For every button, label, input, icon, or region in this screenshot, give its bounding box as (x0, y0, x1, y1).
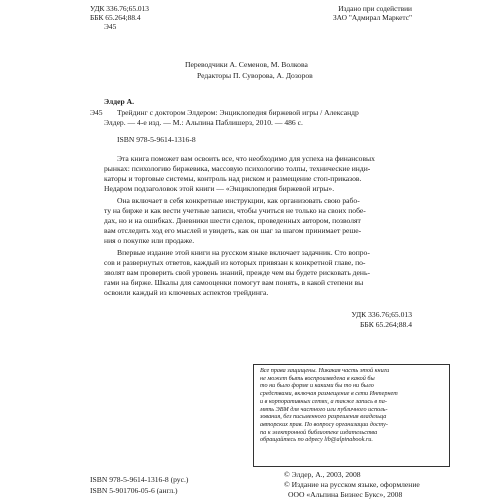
author: Элдер А. (104, 97, 135, 106)
header-bbk: ББК 65.264;88.4 (90, 13, 141, 22)
footer-isbn-1: ISBN 978-5-9614-1316-8 (рус.) (90, 475, 189, 484)
annotation-line: ния о покупке или продаже. (104, 236, 195, 246)
annotation-line: Впервые издание этой книги на русском языке включает задачник. Сто вопро- (117, 248, 370, 257)
annotation-line: вам отследить ход его мыслей и увидеть, как он шаг за шагом принимает реше- (104, 226, 362, 236)
annotation-line: Эта книга поможет вам освоить все, что необходимо для успеха на финансовых (117, 154, 375, 163)
annotation-line: сов и развернутых ответов, каждый из которых привязан к конкретной главе, по- (104, 258, 366, 268)
rights-line: авторских прав. По вопросу организации досту- (260, 420, 388, 428)
annotation-paragraph-1 (104, 154, 414, 194)
rights-line: мять ЭВМ для частного или публичного исполь- (260, 405, 388, 413)
annotation-line: дах, но и на ошибках. Дневники шести сделок, проведенных автором, позволят (104, 216, 361, 226)
classification-udk: УДК 336.76;65.013 (351, 310, 412, 319)
rights-line: средствами, включая размещение в сети Интернет (260, 390, 398, 398)
annotation-line: каторы и торговые системы, контроль над риском и размещение стоп-приказов. (104, 174, 362, 184)
rights-line: обращайтесь по адресу lib@alpinabook.ru. (260, 436, 373, 444)
footer-isbn-2: ISBN 5-901706-05-6 (англ.) (90, 486, 178, 495)
rights-line: не может быть воспроизведена в какой бы (260, 374, 375, 382)
publisher-line-2: ЗАО "Адмирал Маркетс" (332, 13, 412, 22)
rights-line: Все права защищены. Никакая часть этой книги (260, 367, 390, 374)
annotation-line: рынках: психологию биржевика, массовую психологию толпы, технические инди- (104, 164, 371, 174)
header-code: Э45 (104, 22, 117, 31)
entry-code: Э45 (90, 108, 103, 117)
rights-line: и в корпоративных сетях, а также запись в па- (260, 397, 387, 405)
header-udk: УДК 336.76;65.013 (90, 4, 150, 13)
rights-line: зования, без письменного разрешения владельца (260, 413, 387, 421)
editors: Редакторы П. Суворова, А. Дозоров (197, 71, 313, 80)
annotation-line: Она включает в себя конкретные инструкции, как организовать свою рабо- (117, 196, 360, 205)
annotation-line: гами на бирже. Шкалы для самооценки помогут вам понять, в какой степени вы (104, 278, 364, 288)
publisher-line-1: Издано при содействии (338, 4, 412, 13)
copyright-1: © Элдер, А., 2003, 2008 (284, 470, 361, 479)
classification-bbk: ББК 65.264;88.4 (360, 320, 412, 329)
isbn-line: ISBN 978-5-9614-1316-8 (117, 135, 196, 144)
annotation-line: зволят вам проверить свой уровень знаний, прежде чем вы будете рисковать день- (104, 268, 370, 278)
bib-line-1: Трейдинг с доктором Элдером: Энциклопедия биржевой игры / Александр (117, 108, 359, 117)
rights-line: то ни было форме и какими бы то ни было (260, 382, 374, 390)
rights-line: па к электронной библиотеке издательства (260, 428, 378, 436)
annotation-line: ту на бирже и как вести учетные записи, чтобы учиться не только на своих побе- (104, 206, 366, 216)
annotation-paragraph-2 (104, 196, 414, 246)
annotation-line: освоили каждый из ключевых аспектов трейдинга. (104, 288, 269, 298)
copyright-2: © Издание на русском языке, оформление (284, 480, 420, 489)
annotation-paragraph-3 (104, 248, 414, 298)
bib-line-2: Элдер. — 4-е изд. — М.: Альпина Паблишерз, 2010. — 486 с. (104, 118, 303, 127)
annotation-line: Недаром подзаголовок этой книги — «Энциклопедия биржевой игры». (104, 184, 335, 194)
translators: Переводчики А. Семенов, М. Волкова (185, 60, 308, 69)
copyright-3: ООО «Альпина Бизнес Букс», 2008 (288, 490, 403, 499)
rights-notice (260, 367, 446, 444)
